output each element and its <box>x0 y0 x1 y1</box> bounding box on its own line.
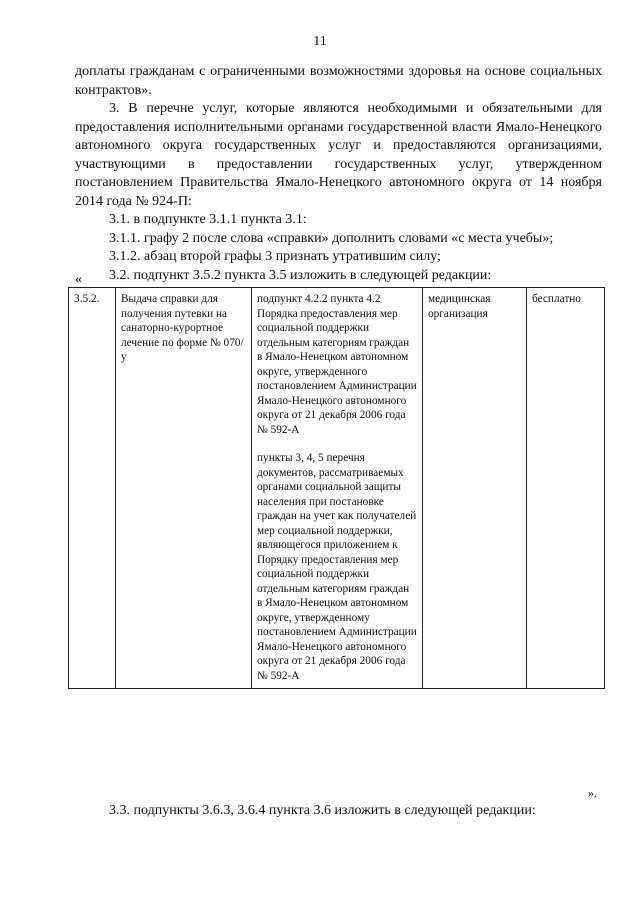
cell-legal-basis <box>252 288 423 689</box>
services-table <box>68 287 605 689</box>
open-quote: « <box>75 272 82 287</box>
close-quote: ». <box>588 786 597 800</box>
paragraph-item-3-3: 3.3. подпункты 3.6.3, 3.6.4 пункта 3.6 изложить в следующей редакции: <box>109 803 536 818</box>
document-body <box>75 63 602 285</box>
cell-number: 3.5.2. <box>69 288 116 689</box>
paragraph-item-3-1-2: 3.1.2. абзац второй графы 3 признать утратившим силу; <box>109 249 441 264</box>
paragraph-item-3: 3. В перечне услуг, которые являются необходимыми и обязательными для предоставления исполнительными органами государственной власти Ямало-Ненецкого автономного округа государственных услуг и предоставляются организациями, участвующими в предоставлении государственных услуг, утвержденном постановлением Правительства Ямало-Ненецкого автономного округа от 14 ноября 2014 года № 924-П: <box>75 101 602 209</box>
table-row <box>69 288 605 689</box>
paragraph-item-3-1: 3.1. в подпункте 3.1.1 пункта 3.1: <box>109 212 307 227</box>
paragraph-item-3-1-1: 3.1.1. графу 2 после слова «справки» дополнить словами «с места учебы»; <box>109 230 554 246</box>
cell-provider: медицинская организация <box>423 288 527 689</box>
legal-basis-2: пункты 3, 4, 5 перечня документов, рассматриваемых органами социальной защиты населения при постановке граждан на учет как получателей мер социальной поддержки, являющегося приложением к Порядку предоставления мер социальной поддержки отдельным категориям граждан в Ямало-Ненецком автономном округе, утвержденному постановлением Администрации Ямало-Ненецкого автономного округа от 21 декабря 2006 года № 592-А <box>257 452 417 682</box>
page-number: 11 <box>313 34 327 49</box>
legal-basis-1: подпункт 4.2.2 пункта 4.2 Порядка предоставления мер социальной поддержки отдельным категориям граждан в Ямало-Ненецком автономном округе, утвержденного постановлением Администрации Ямало-Ненецкого автономного округа от 21 декабря 2006 года № 592-А <box>257 293 417 436</box>
cell-service: Выдача справки для получения путевки на санаторно-курортное лечение по форме № 070/у <box>116 288 252 689</box>
cell-payment: бесплатно <box>527 288 605 689</box>
paragraph-item-3-2: 3.2. подпункт 3.5.2 пункта 3.5 изложить в следующей редакции: <box>109 267 492 283</box>
paragraph-continuation: доплаты гражданам с ограниченными возможностями здоровья на основе социальных контрактов». <box>75 64 602 98</box>
